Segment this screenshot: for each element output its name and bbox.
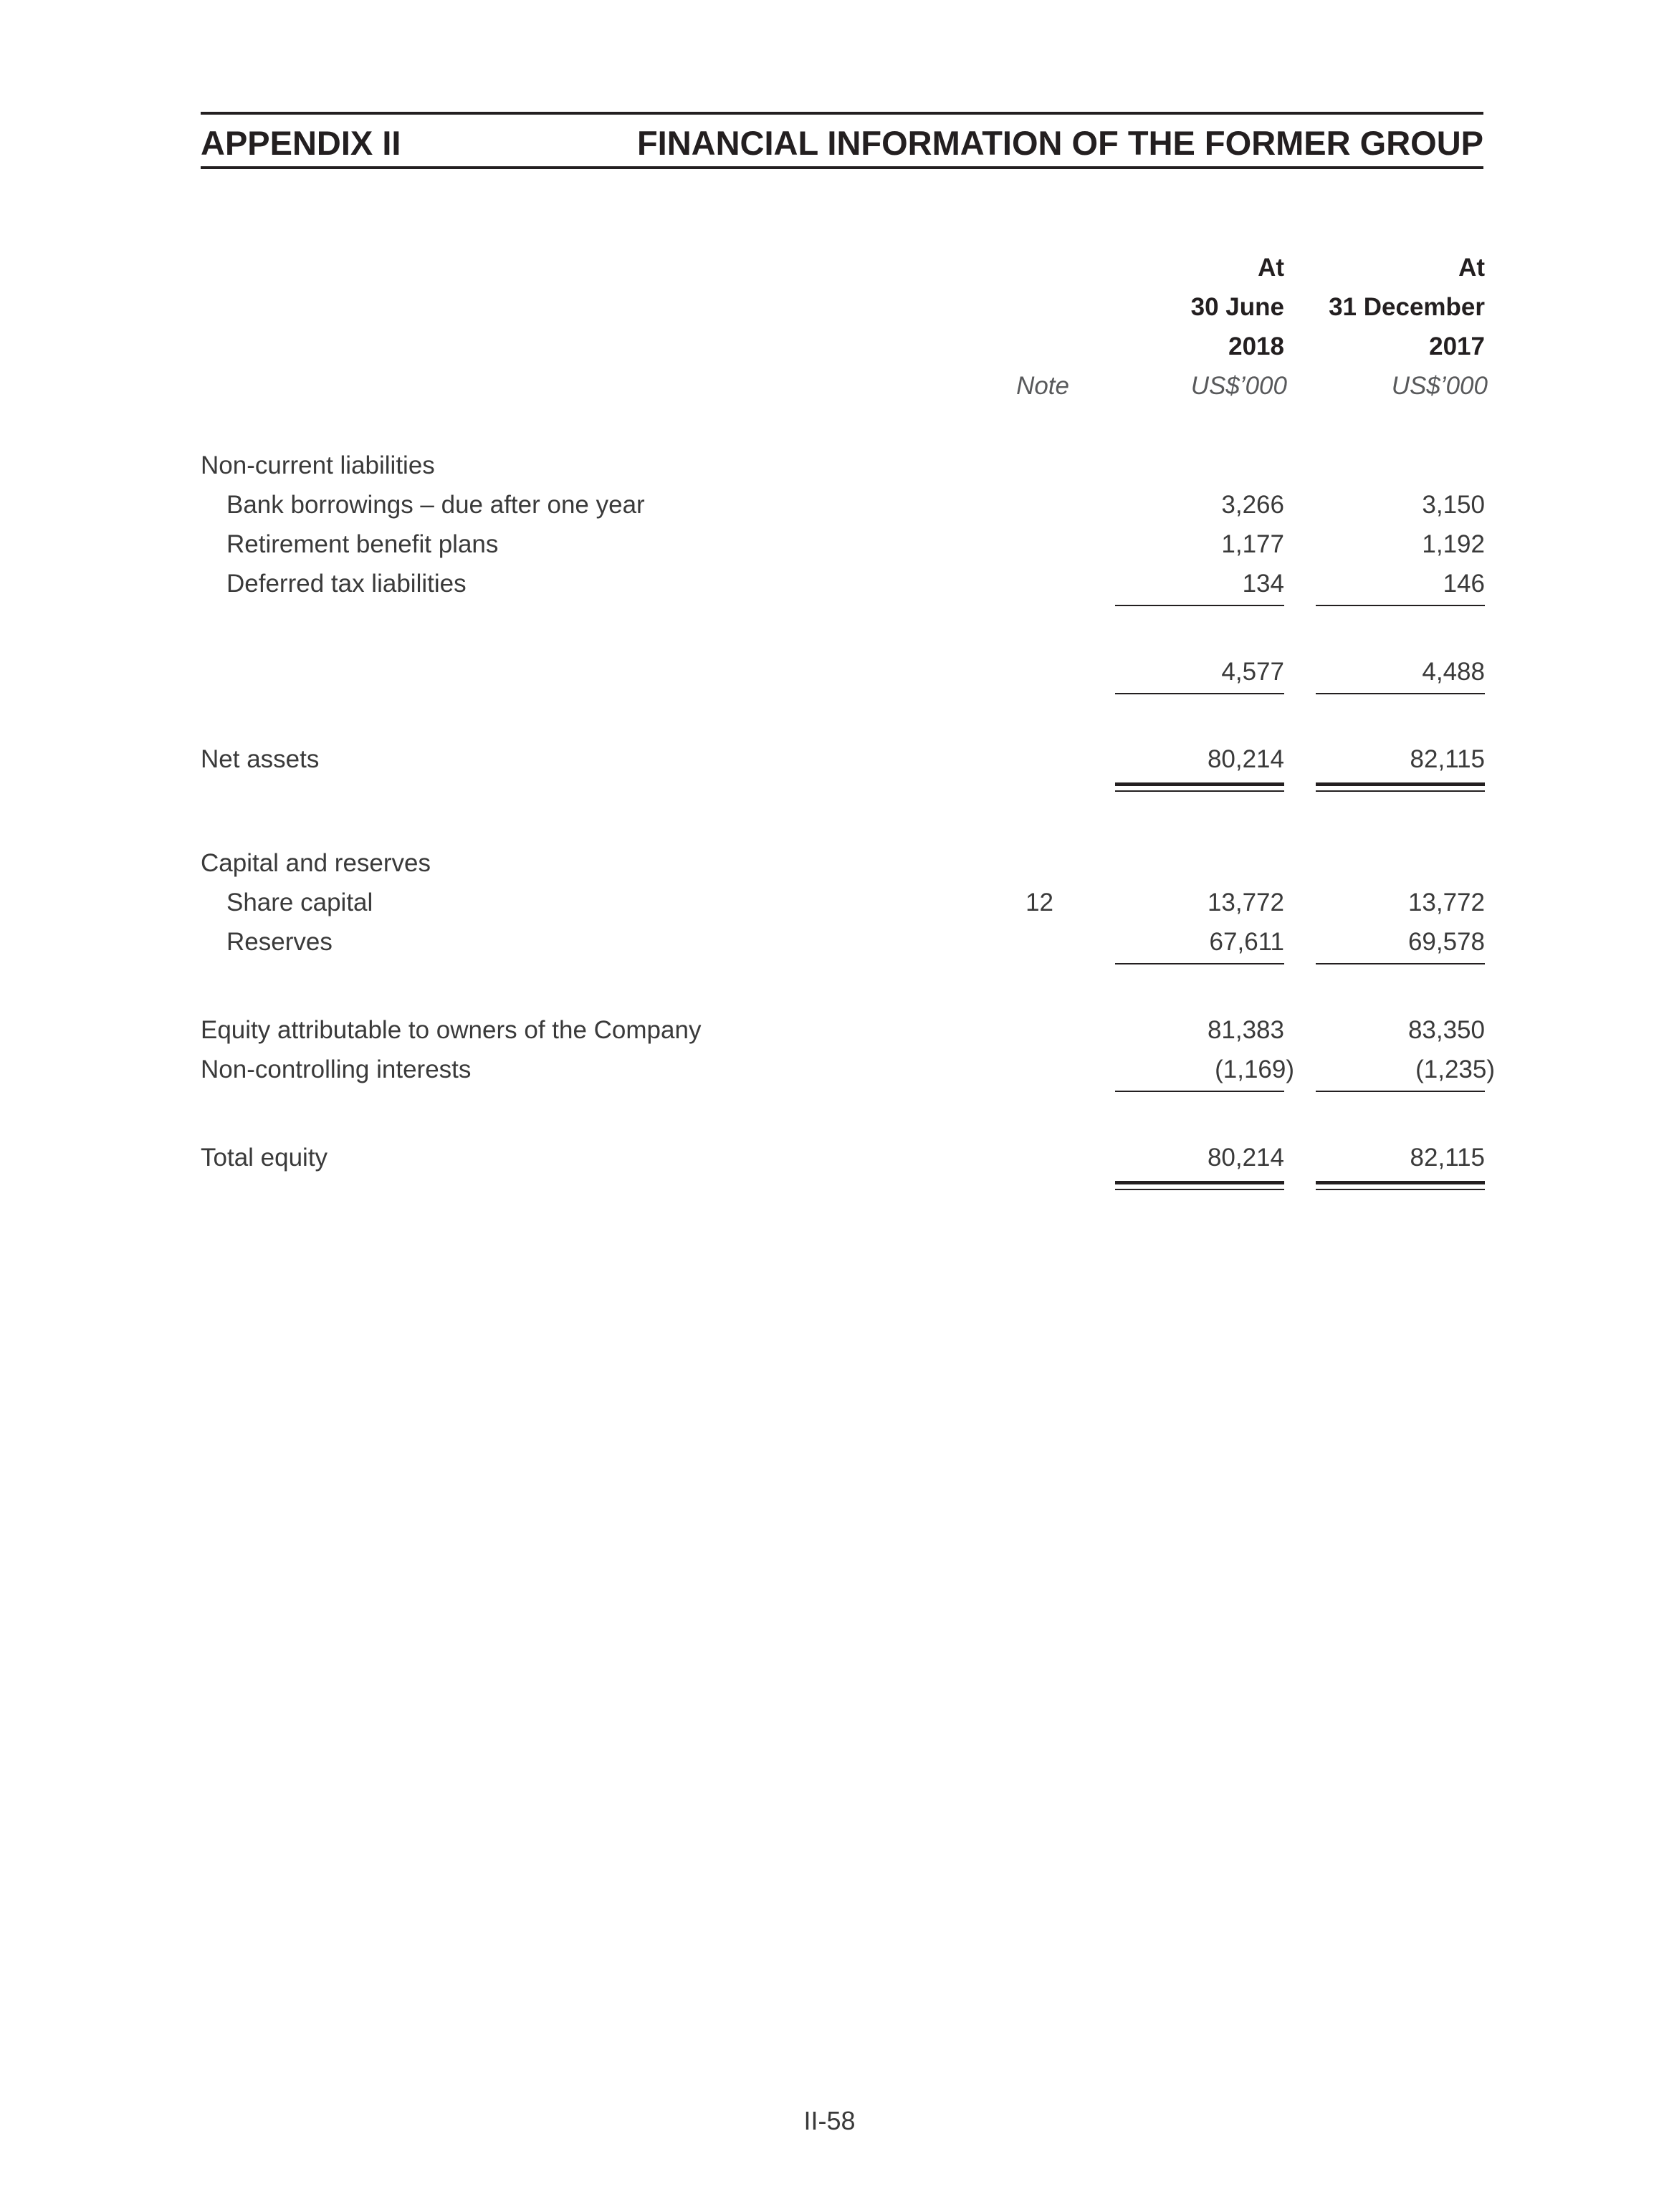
subtotal-rule-col1 — [1115, 605, 1284, 606]
net-assets-2017: 82,115 — [1410, 745, 1485, 773]
row-label-reserves: Reserves — [226, 928, 333, 956]
col1-heading-year: 2018 — [1228, 332, 1284, 360]
share-capital-note: 12 — [1025, 889, 1053, 916]
share-capital-2017: 13,772 — [1407, 889, 1485, 916]
net-assets-double-rule-col1 — [1115, 782, 1284, 792]
appendix-label: APPENDIX II — [201, 124, 401, 162]
share-capital-2018: 13,772 — [1207, 889, 1284, 916]
col1-heading-line2: 30 June — [1190, 293, 1284, 321]
col2-heading-year: 2017 — [1429, 332, 1485, 360]
reserves-2018: 67,611 — [1209, 928, 1284, 956]
reserves-rule-col1 — [1115, 963, 1284, 964]
page-header — [201, 112, 1483, 169]
col1-unit: US$’000 — [1190, 372, 1287, 400]
equity-owners-2017: 83,350 — [1407, 1016, 1485, 1044]
section-title-capital-and-reserves: Capital and reserves — [201, 849, 431, 877]
row-label-nci: Non-controlling interests — [201, 1055, 472, 1083]
col2-heading-line1: At — [1458, 254, 1485, 282]
ncl-subtotal-2018: 4,577 — [1221, 658, 1284, 686]
header-title: FINANCIAL INFORMATION OF THE FORMER GROUP — [636, 124, 1483, 162]
total-equity-2017: 82,115 — [1410, 1144, 1485, 1172]
row-label-net-assets: Net assets — [201, 745, 320, 773]
total-equity-double-rule-col2 — [1316, 1181, 1485, 1190]
net-assets-double-rule-col2 — [1316, 782, 1485, 792]
col2-heading-line2: 31 December — [1329, 293, 1485, 321]
row-label-total-equity: Total equity — [201, 1144, 328, 1172]
total-equity-2018: 80,214 — [1207, 1144, 1284, 1172]
ncl-total-rule-col2 — [1316, 693, 1485, 694]
section-title-non-current-liabilities: Non-current liabilities — [201, 451, 435, 479]
equity-owners-2018: 81,383 — [1207, 1016, 1284, 1044]
row-label-share-capital: Share capital — [226, 889, 373, 916]
row-label-retirement-benefit: Retirement benefit plans — [226, 530, 499, 558]
deferred-tax-2018: 134 — [1242, 570, 1284, 598]
reserves-rule-col2 — [1316, 963, 1485, 964]
subtotal-rule-col2 — [1316, 605, 1485, 606]
page-number: II-58 — [803, 2106, 856, 2135]
retirement-benefit-2017: 1,192 — [1422, 530, 1485, 558]
ncl-total-rule-col1 — [1115, 693, 1284, 694]
col1-heading-line1: At — [1258, 254, 1284, 282]
bank-borrowings-2017: 3,150 — [1422, 491, 1485, 519]
nci-rule-col1 — [1115, 1091, 1284, 1092]
nci-2018: (1,169) — [1215, 1055, 1294, 1083]
row-label-deferred-tax: Deferred tax liabilities — [226, 570, 467, 598]
bank-borrowings-2018: 3,266 — [1221, 491, 1284, 519]
nci-rule-col2 — [1316, 1091, 1485, 1092]
col2-unit: US$’000 — [1391, 372, 1488, 400]
nci-2017: (1,235) — [1415, 1055, 1495, 1083]
ncl-subtotal-2017: 4,488 — [1422, 658, 1485, 686]
retirement-benefit-2018: 1,177 — [1221, 530, 1284, 558]
net-assets-2018: 80,214 — [1207, 745, 1284, 773]
reserves-2017: 69,578 — [1407, 928, 1485, 956]
note-column-heading: Note — [1016, 372, 1069, 400]
row-label-bank-borrowings: Bank borrowings – due after one year — [226, 491, 645, 519]
total-equity-double-rule-col1 — [1115, 1181, 1284, 1190]
deferred-tax-2017: 146 — [1443, 570, 1485, 598]
row-label-equity-owners: Equity attributable to owners of the Company — [201, 1016, 702, 1044]
